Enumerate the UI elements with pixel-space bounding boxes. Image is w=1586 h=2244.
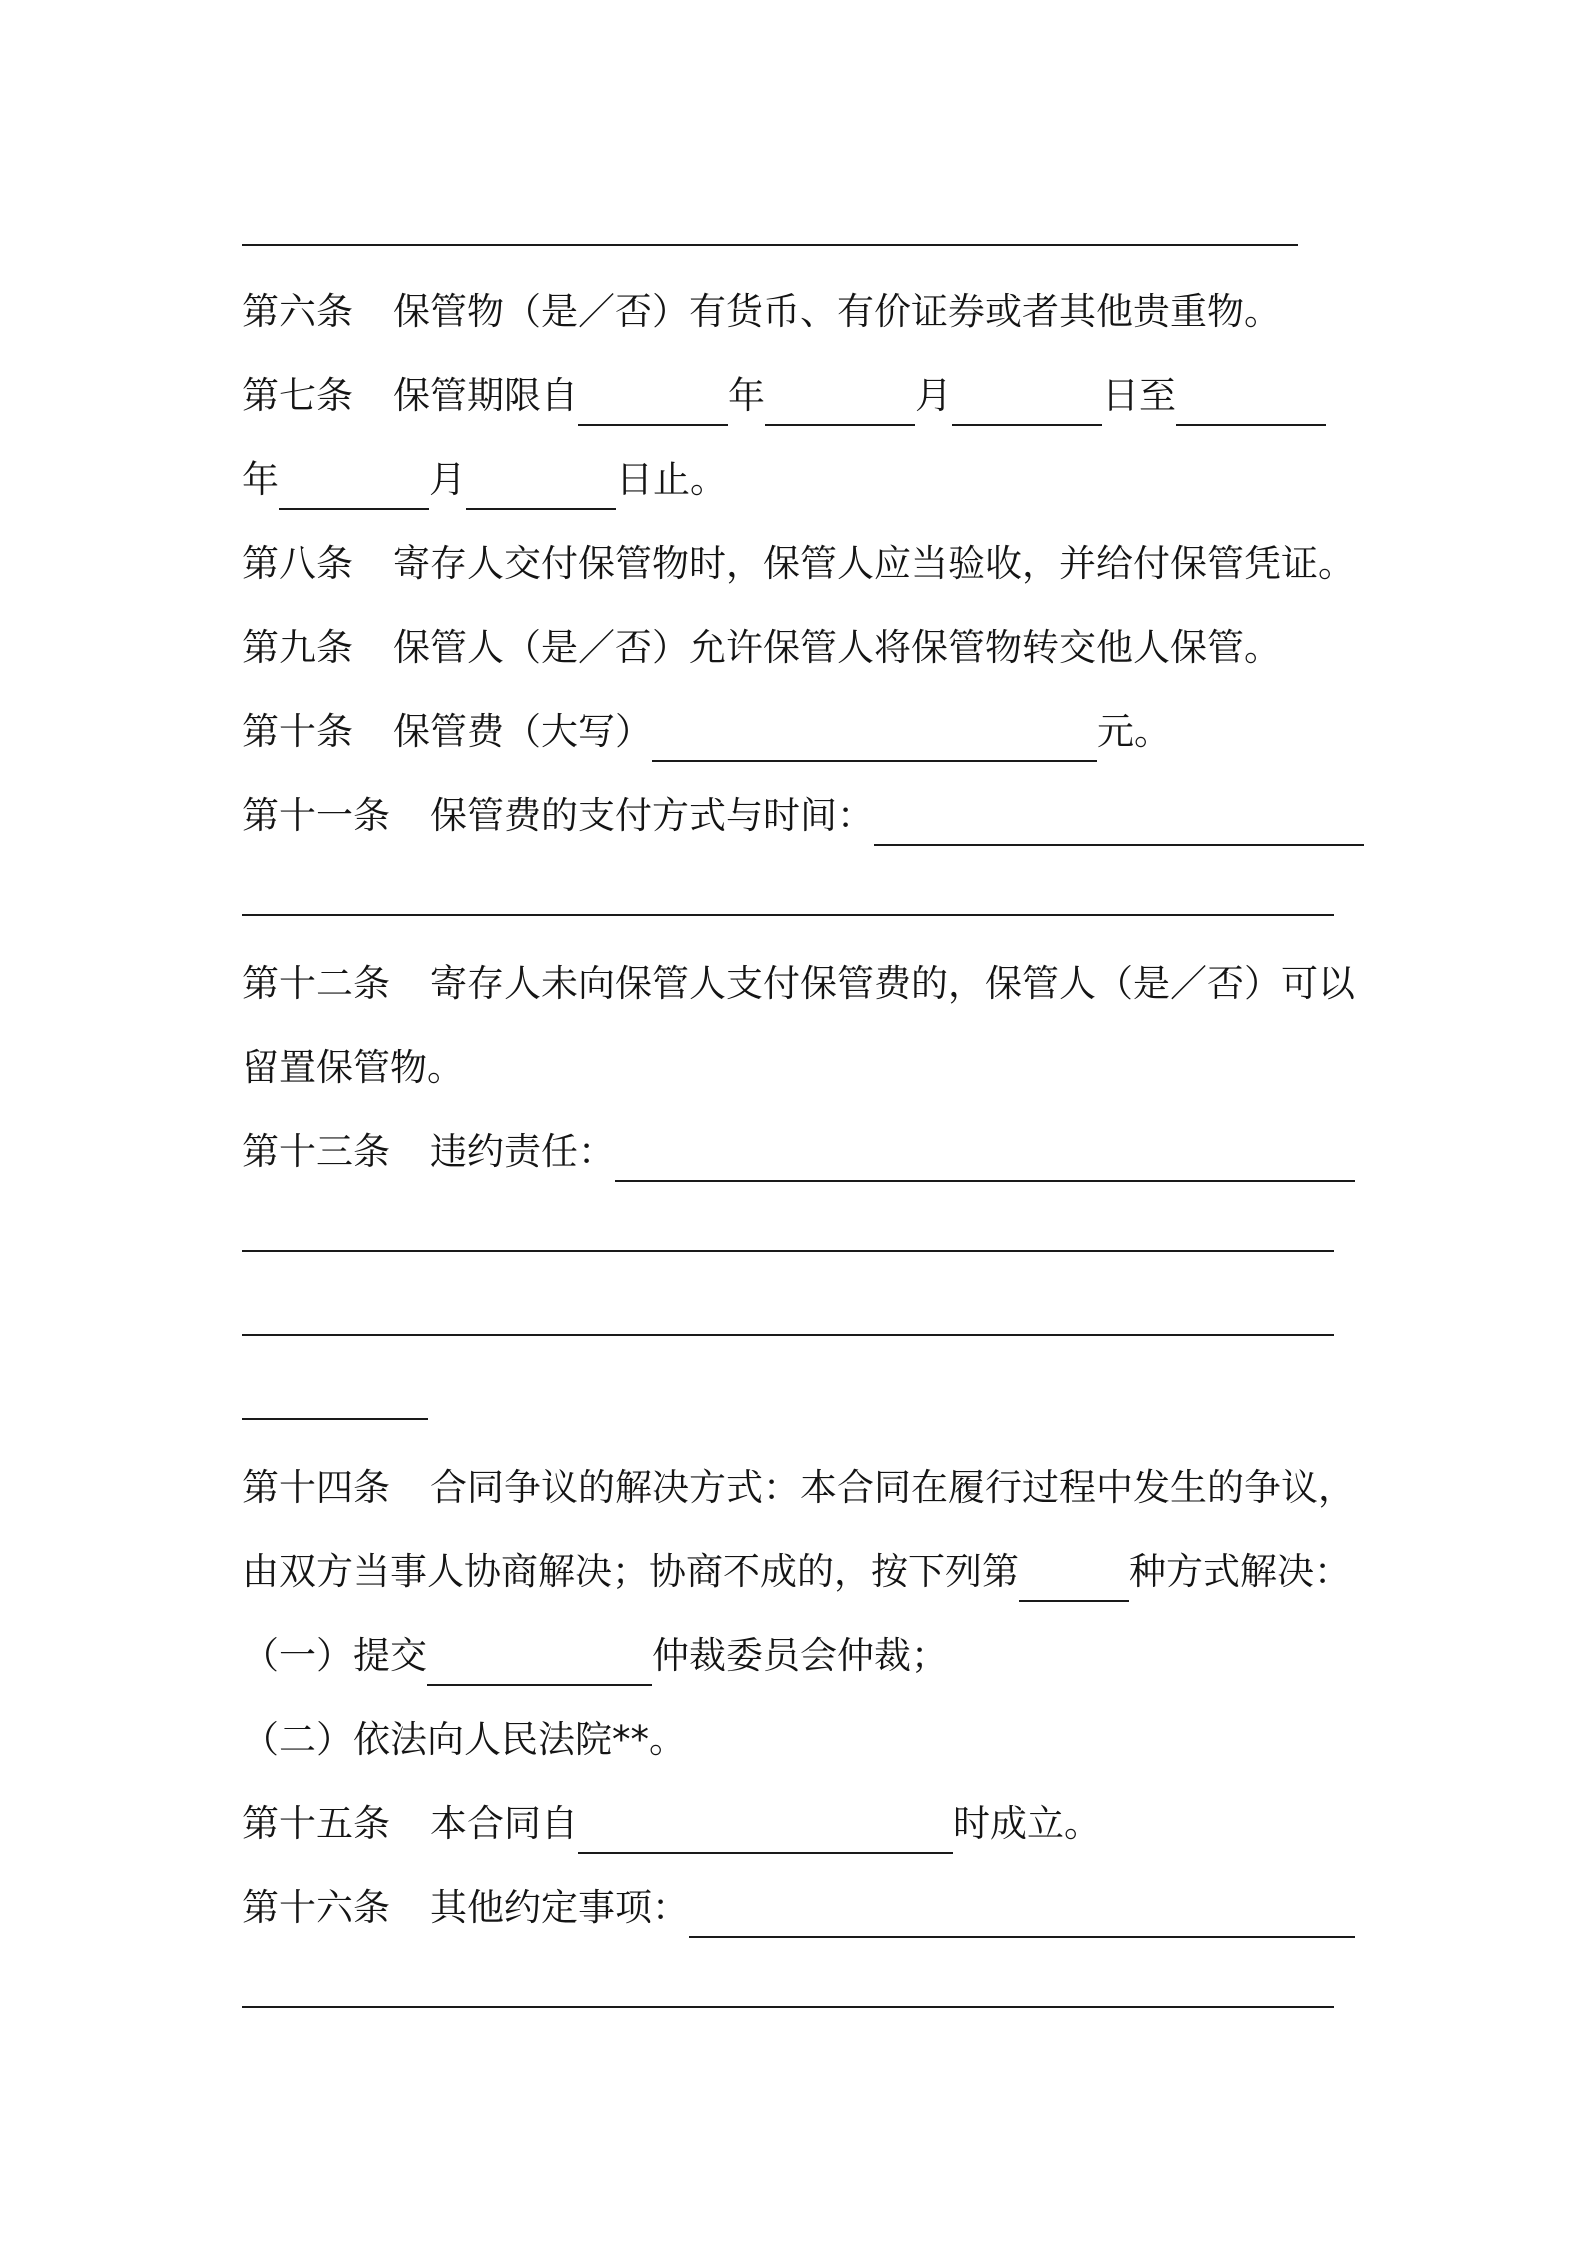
article-16 — [242, 1878, 1355, 1938]
fill-in-line[interactable] — [242, 1250, 1334, 1252]
article-14-option-2 — [242, 1710, 686, 1770]
article-7 — [242, 366, 1326, 426]
year-label: 年 — [728, 374, 765, 417]
year-blank[interactable] — [578, 366, 728, 426]
article-text: 时成立。 — [953, 1802, 1101, 1845]
article-number: 第十五条 — [242, 1802, 390, 1845]
article-13 — [242, 1122, 1355, 1182]
month-label: 月 — [915, 374, 952, 417]
article-text: 保管期限自 — [393, 374, 578, 417]
effective-blank[interactable] — [578, 1794, 953, 1854]
day-to-label: 日至 — [1102, 374, 1176, 417]
fee-blank[interactable] — [652, 702, 1097, 762]
article-6 — [242, 282, 1281, 342]
day-end-label: 日止。 — [616, 458, 727, 501]
article-text: 保管人（是／否）允许保管人将保管物转交他人保管。 — [393, 626, 1281, 669]
article-number: 第七条 — [242, 374, 353, 417]
article-12 — [242, 954, 1355, 1014]
fill-in-line[interactable] — [242, 1334, 1334, 1336]
liability-blank[interactable] — [615, 1122, 1355, 1182]
article-10 — [242, 702, 1171, 762]
method-number-blank[interactable] — [1019, 1542, 1129, 1602]
month-label: 月 — [429, 458, 466, 501]
article-text: 由双方当事人协商解决；协商不成的，按下列第 — [242, 1550, 1019, 1593]
article-number: 第十六条 — [242, 1886, 390, 1929]
article-text: 其他约定事项： — [430, 1886, 689, 1929]
year-blank-end[interactable] — [1176, 366, 1326, 426]
payment-blank[interactable] — [874, 786, 1364, 846]
month-blank[interactable] — [765, 366, 915, 426]
article-7-cont — [242, 450, 727, 510]
fill-in-line[interactable] — [242, 914, 1334, 916]
article-number: 第六条 — [242, 290, 353, 333]
article-text: 保管费（大写） — [393, 710, 652, 753]
article-12-cont — [242, 1038, 464, 1098]
article-text: 合同争议的解决方式：本合同在履行过程中发生的争议， — [430, 1466, 1355, 1509]
article-text: 寄存人未向保管人支付保管费的，保管人（是／否）可以 — [430, 962, 1355, 1005]
article-number: 第十四条 — [242, 1466, 390, 1509]
article-text: 保管费的支付方式与时间： — [430, 794, 874, 837]
day-blank[interactable] — [952, 366, 1102, 426]
fill-in-line — [242, 244, 1298, 246]
article-text: 留置保管物。 — [242, 1046, 464, 1089]
article-number: 第八条 — [242, 542, 353, 585]
article-text: 本合同自 — [430, 1802, 578, 1845]
article-number: 第十二条 — [242, 962, 390, 1005]
option-text: （一）提交 — [242, 1634, 427, 1677]
article-11 — [242, 786, 1364, 846]
article-number: 第十三条 — [242, 1130, 390, 1173]
article-8 — [242, 534, 1355, 594]
article-text: 种方式解决： — [1129, 1550, 1351, 1593]
arbitration-blank[interactable] — [427, 1626, 652, 1686]
article-9 — [242, 618, 1281, 678]
day-blank-end[interactable] — [466, 450, 616, 510]
article-14-option-1 — [242, 1626, 948, 1686]
article-number: 第十一条 — [242, 794, 390, 837]
article-text: 寄存人交付保管物时，保管人应当验收，并给付保管凭证。 — [393, 542, 1355, 585]
article-text: 保管物（是／否）有货币、有价证券或者其他贵重物。 — [393, 290, 1281, 333]
option-text: 仲裁委员会仲裁； — [652, 1634, 948, 1677]
article-14 — [242, 1458, 1355, 1518]
article-15 — [242, 1794, 1101, 1854]
fee-unit: 元。 — [1097, 710, 1171, 753]
article-number: 第十条 — [242, 710, 353, 753]
article-14-cont — [242, 1542, 1351, 1602]
year-label: 年 — [242, 458, 279, 501]
article-number: 第九条 — [242, 626, 353, 669]
other-matters-blank[interactable] — [689, 1878, 1355, 1938]
fill-in-line[interactable] — [242, 2006, 1334, 2008]
fill-in-line[interactable] — [242, 1418, 428, 1420]
option-text: （二）依法向人民法院**。 — [242, 1718, 686, 1761]
article-text: 违约责任： — [430, 1130, 615, 1173]
month-blank-end[interactable] — [279, 450, 429, 510]
